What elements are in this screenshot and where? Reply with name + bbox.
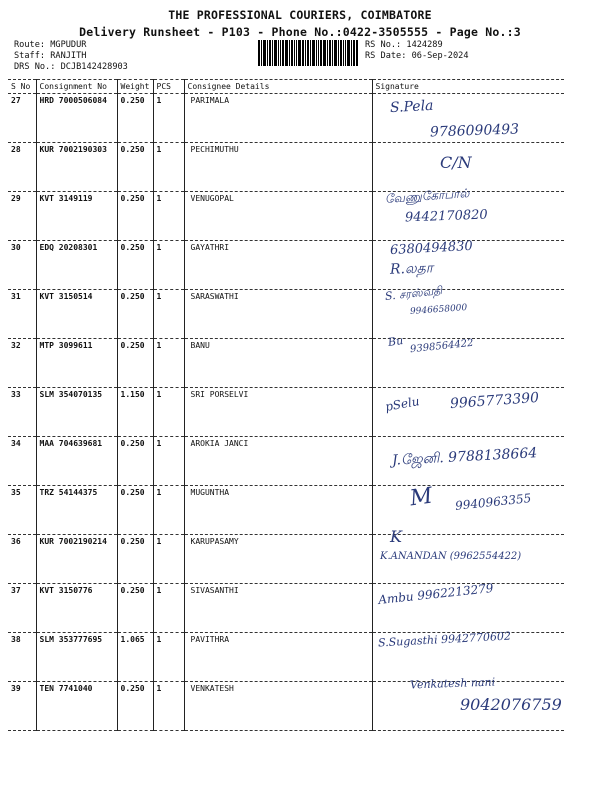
pcs-cell: 1 xyxy=(153,584,184,633)
handwritten-signature: Ambu 9962213279 xyxy=(377,580,495,608)
consignment-no-cell: TRZ 54144375 xyxy=(36,486,117,535)
drs-value: DCJB142428903 xyxy=(60,62,128,72)
handwritten-signature: 9965773390 xyxy=(449,389,540,413)
consignee-cell: PARIMALA xyxy=(184,94,372,143)
col-sno-header: S No xyxy=(8,80,36,94)
pcs-cell: 1 xyxy=(153,437,184,486)
consignment-no-cell: KUR 7002190214 xyxy=(36,535,117,584)
handwritten-signature: pSelu xyxy=(384,394,421,414)
sno-cell: 37 xyxy=(8,584,36,633)
sno-cell: 34 xyxy=(8,437,36,486)
staff-line xyxy=(14,51,86,61)
consignee-cell: BANU xyxy=(184,339,372,388)
consignment-no-cell: TEN 7741040 xyxy=(36,682,117,731)
consignee-cell: SIVASANTHI xyxy=(184,584,372,633)
weight-cell: 0.250 xyxy=(117,94,153,143)
col-weight-header: Weight xyxy=(117,80,153,94)
handwritten-signature: S.Sugasthi 9942770602 xyxy=(377,629,512,650)
handwritten-signature: S.Pela xyxy=(389,97,434,117)
rs-date-value: 06-Sep-2024 xyxy=(411,51,469,61)
col-signature-header: Signature xyxy=(372,80,564,94)
weight-cell: 0.250 xyxy=(117,682,153,731)
col-consignment-header: Consignment No xyxy=(36,80,117,94)
consignment-no-cell: KUR 7002190303 xyxy=(36,143,117,192)
handwritten-signature: M xyxy=(408,483,435,512)
rs-date-line xyxy=(365,51,469,61)
consignee-cell: MUGUNTHA xyxy=(184,486,372,535)
consignment-no-cell: KVT 3149119 xyxy=(36,192,117,241)
handwritten-signature: S. சரஸ்வதி xyxy=(384,284,443,303)
consignment-no-cell: EDQ 20208301 xyxy=(36,241,117,290)
handwritten-signature: 9946658000 xyxy=(409,303,468,317)
sno-cell: 27 xyxy=(8,94,36,143)
col-consignee-header: Consignee Details xyxy=(184,80,372,94)
handwritten-signature: 9042076759 xyxy=(460,695,562,714)
consignee-cell: PECHIMUTHU xyxy=(184,143,372,192)
pcs-cell: 1 xyxy=(153,94,184,143)
weight-cell: 0.250 xyxy=(117,535,153,584)
weight-cell: 0.250 xyxy=(117,143,153,192)
handwritten-signature: வேணுகோபால் xyxy=(384,186,470,206)
rs-no-value: 1424289 xyxy=(406,40,443,50)
drs-label: DRS No.: xyxy=(14,62,56,72)
handwritten-signature: 9940963355 xyxy=(454,491,532,513)
handwritten-signature: C/N xyxy=(440,153,472,172)
consignee-cell: VENKATESH xyxy=(184,682,372,731)
consignee-cell: KARUPASAMY xyxy=(184,535,372,584)
pcs-cell: 1 xyxy=(153,290,184,339)
runsheet-subtitle: Delivery Runsheet - P103 - Phone No.:0422-3505555 - Page No.:3 xyxy=(79,25,521,39)
pcs-cell: 1 xyxy=(153,682,184,731)
route-label: Route: xyxy=(14,40,46,50)
sno-cell: 35 xyxy=(8,486,36,535)
handwritten-signature: 9442170820 xyxy=(404,207,488,226)
drs-line xyxy=(14,62,128,72)
weight-cell: 0.250 xyxy=(117,486,153,535)
consignee-cell: AROKIA JANCI xyxy=(184,437,372,486)
sno-cell: 28 xyxy=(8,143,36,192)
handwritten-signature: J.ஜேனி. 9788138664 xyxy=(391,445,538,469)
weight-cell: 1.065 xyxy=(117,633,153,682)
consignee-cell: SARASWATHI xyxy=(184,290,372,339)
handwritten-signature: K.ANANDAN (9962554422) xyxy=(380,551,522,562)
staff-label: Staff: xyxy=(14,51,46,61)
consignment-no-cell: MAA 704639681 xyxy=(36,437,117,486)
rs-no-label: RS No.: xyxy=(365,40,402,50)
pcs-cell: 1 xyxy=(153,486,184,535)
table-row xyxy=(8,143,564,192)
rs-no-line xyxy=(365,40,443,50)
pcs-cell: 1 xyxy=(153,192,184,241)
handwritten-signature: 9398564422 xyxy=(409,337,475,356)
sno-cell: 39 xyxy=(8,682,36,731)
consignment-no-cell: HRD 7000506084 xyxy=(36,94,117,143)
weight-cell: 0.250 xyxy=(117,339,153,388)
barcode-image xyxy=(258,40,358,66)
sno-cell: 30 xyxy=(8,241,36,290)
col-pcs-header: PCS xyxy=(153,80,184,94)
consignment-no-cell: SLM 354070135 xyxy=(36,388,117,437)
table-row xyxy=(8,339,564,388)
pcs-cell: 1 xyxy=(153,241,184,290)
pcs-cell: 1 xyxy=(153,388,184,437)
pcs-cell: 1 xyxy=(153,143,184,192)
weight-cell: 0.250 xyxy=(117,241,153,290)
runsheet-title: THE PROFESSIONAL COURIERS, COIMBATORE xyxy=(168,8,432,22)
weight-cell: 1.150 xyxy=(117,388,153,437)
consignment-no-cell: KVT 3150776 xyxy=(36,584,117,633)
rs-date-label: RS Date: xyxy=(365,51,407,61)
handwritten-signature: 6380494830 xyxy=(389,238,474,259)
consignment-no-cell: SLM 353777695 xyxy=(36,633,117,682)
table-row xyxy=(8,290,564,339)
pcs-cell: 1 xyxy=(153,633,184,682)
handwritten-signature: R.லதா xyxy=(389,260,434,278)
sno-cell: 29 xyxy=(8,192,36,241)
handwritten-signature: 9786090493 xyxy=(429,121,520,141)
pcs-cell: 1 xyxy=(153,339,184,388)
sno-cell: 36 xyxy=(8,535,36,584)
consignee-cell: GAYATHRI xyxy=(184,241,372,290)
table-header-row xyxy=(8,80,564,94)
route-value: MGPUDUR xyxy=(50,40,87,50)
weight-cell: 0.250 xyxy=(117,192,153,241)
sno-cell: 31 xyxy=(8,290,36,339)
consignee-cell: VENUGOPAL xyxy=(184,192,372,241)
weight-cell: 0.250 xyxy=(117,437,153,486)
sno-cell: 38 xyxy=(8,633,36,682)
table-row xyxy=(8,241,564,290)
consignee-cell: SRI PORSELVI xyxy=(184,388,372,437)
weight-cell: 0.250 xyxy=(117,584,153,633)
handwritten-signature: Bu xyxy=(387,334,405,349)
consignment-no-cell: KVT 3150514 xyxy=(36,290,117,339)
weight-cell: 0.250 xyxy=(117,290,153,339)
handwritten-signature: Venkatesh nani xyxy=(409,675,496,692)
sno-cell: 33 xyxy=(8,388,36,437)
pcs-cell: 1 xyxy=(153,535,184,584)
consignment-no-cell: MTP 3099611 xyxy=(36,339,117,388)
consignee-cell: PAVITHRA xyxy=(184,633,372,682)
sno-cell: 32 xyxy=(8,339,36,388)
handwritten-signature: K xyxy=(390,527,402,546)
staff-value: RANJITH xyxy=(50,51,87,61)
route-line xyxy=(14,40,86,50)
